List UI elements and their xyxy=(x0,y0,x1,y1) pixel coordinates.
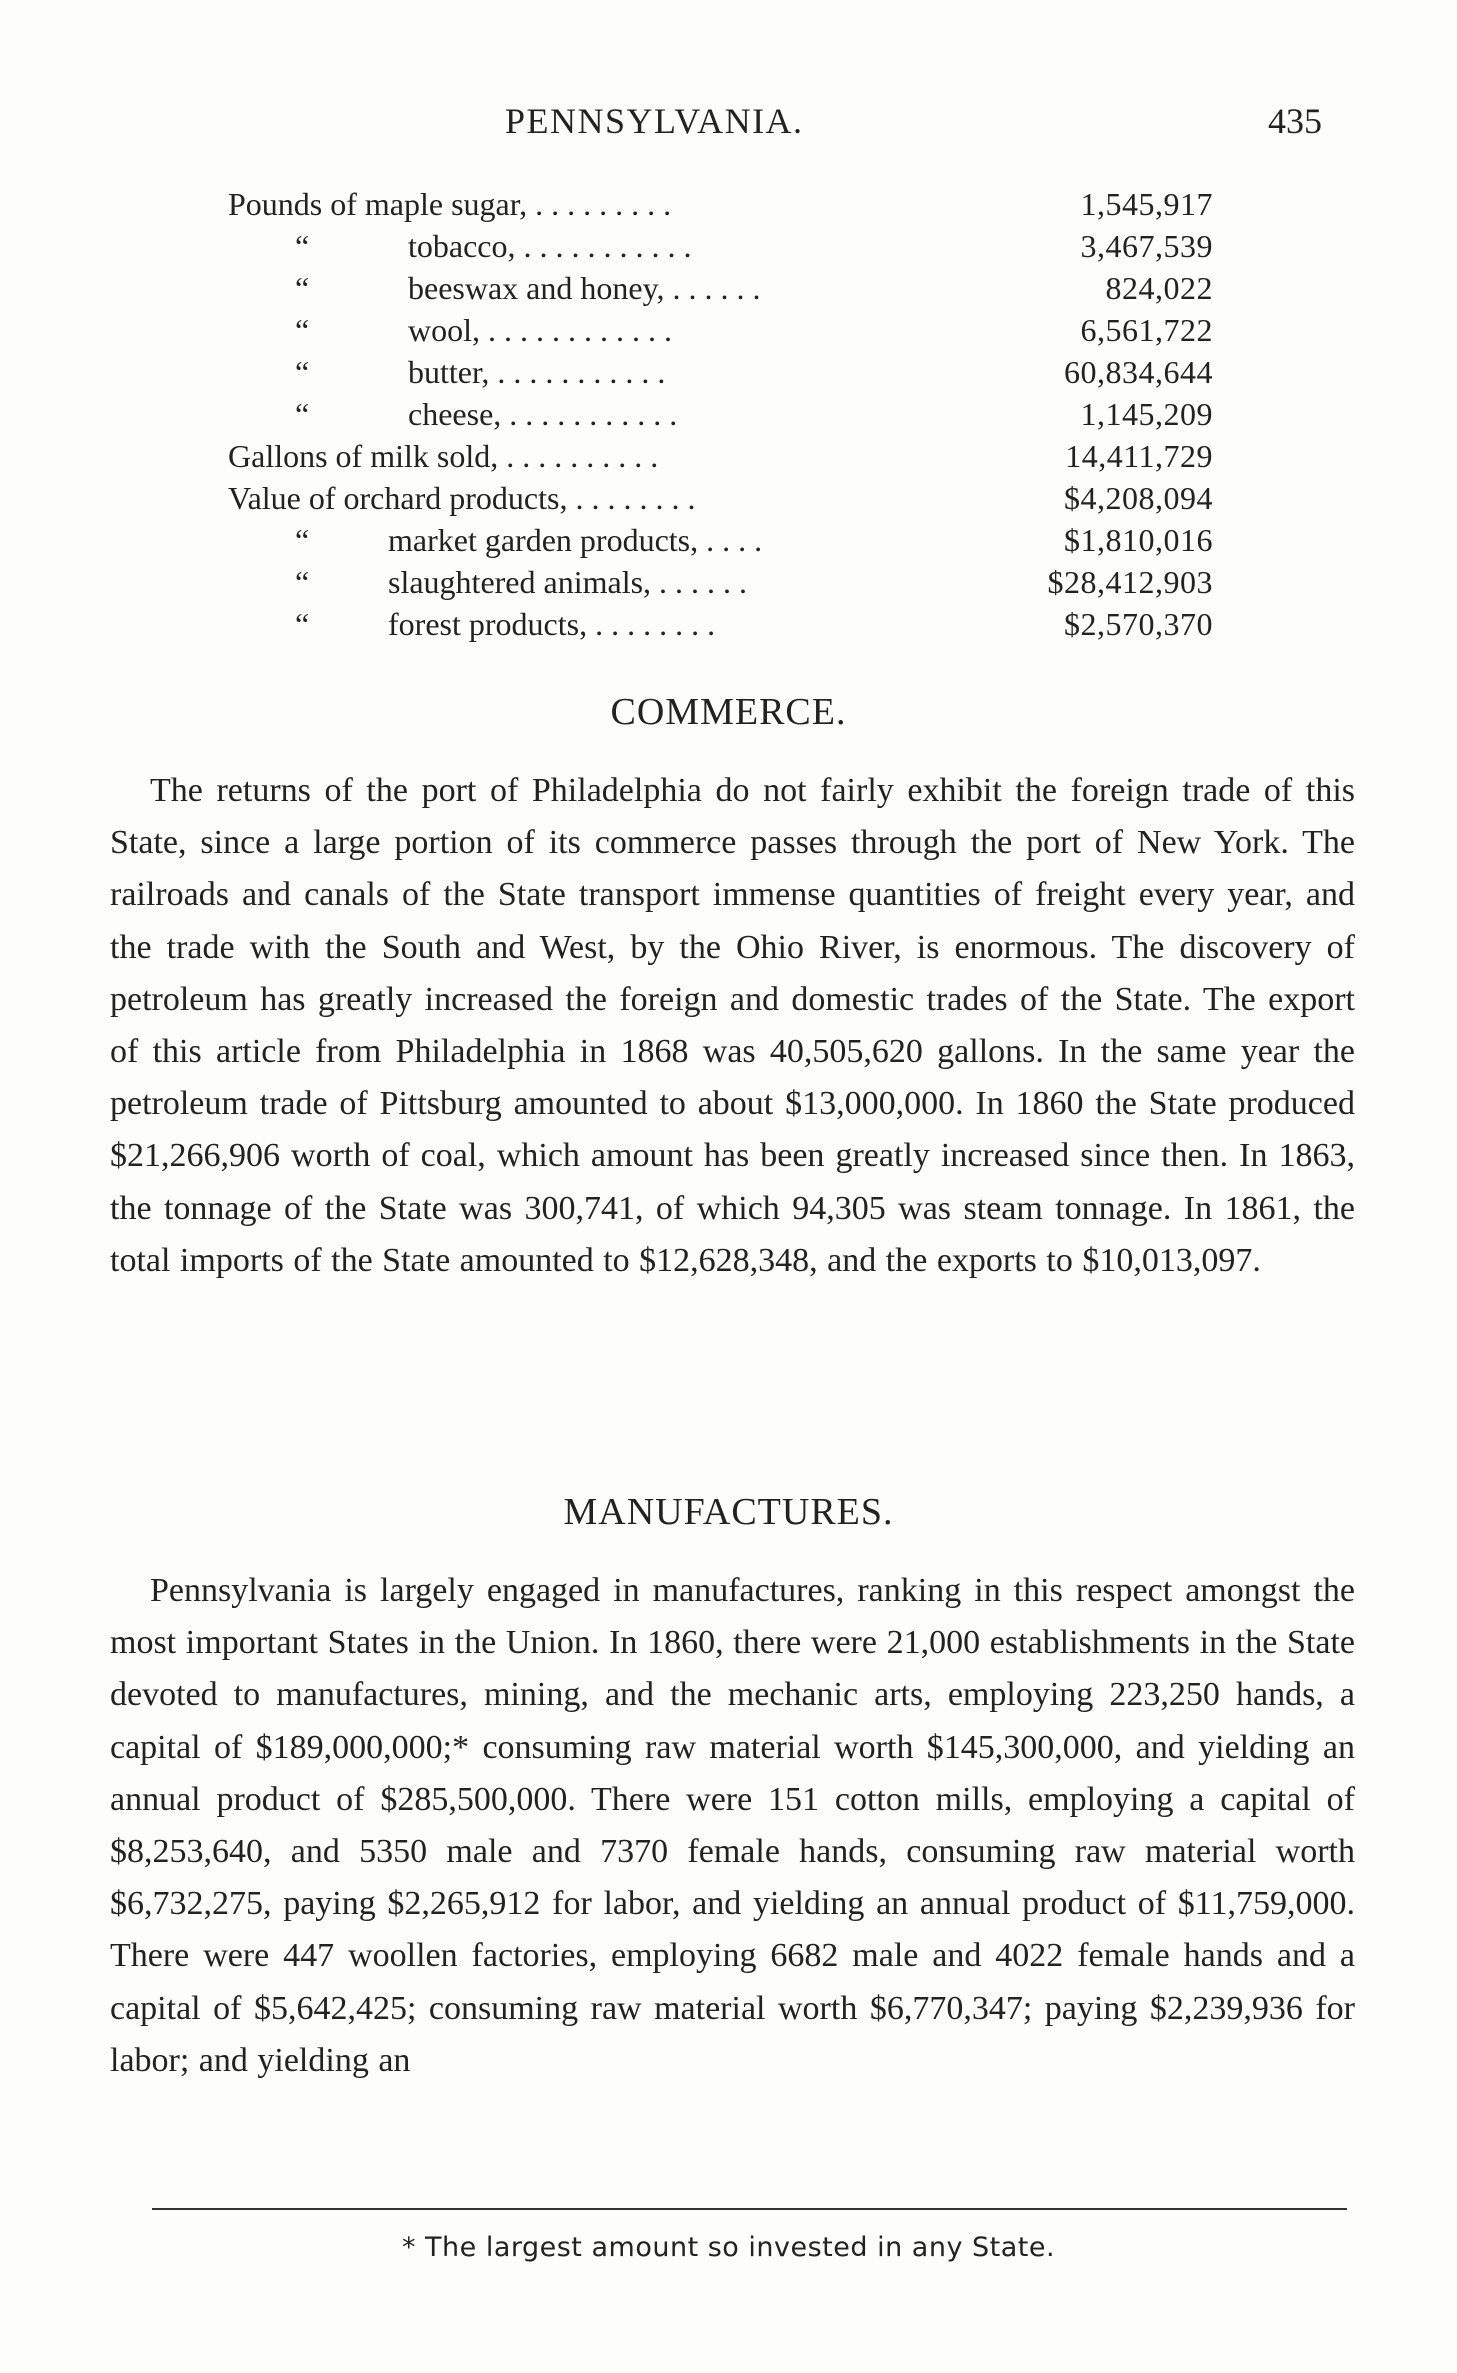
stat-value: 1,545,917 xyxy=(1080,186,1213,222)
stat-value: $28,412,903 xyxy=(1047,564,1213,600)
stat-value: 3,467,539 xyxy=(1080,228,1213,264)
stat-label: market garden products, . . . . xyxy=(388,522,763,558)
stat-label: beeswax and honey, . . . . . . xyxy=(408,270,761,306)
stat-row xyxy=(228,351,1228,393)
stat-row xyxy=(228,603,1228,645)
stat-value: 6,561,722 xyxy=(1080,312,1213,348)
stat-value: 14,411,729 xyxy=(1065,438,1213,474)
stat-value: $1,810,016 xyxy=(1064,522,1213,558)
stat-label: slaughtered animals, . . . . . . xyxy=(388,564,748,600)
ditto-mark: “ xyxy=(295,522,310,558)
footnote-rule xyxy=(152,2208,1347,2210)
paragraph-commerce: The returns of the port of Philadelphia do not fairly exhibit the foreign trade of this State, since a large portion of its commerce passes through the port of New York. The railroads and canals of the State transport immense quantities of freight every year, and the trade with the South and West, by the Ohio River, is enormous. The discovery of petroleum has greatly increased the foreign and domestic trades of the State. The export of this article from Philadelphia in 1868 was 40,505,620 gallons. In the same year the petroleum trade of Pittsburg amounted to about $13,000,000. In 1860 the State produced $21,266,906 worth of coal, which amount has been greatly increased since then. In 1863, the tonnage of the State was 300,741, of which 94,305 was steam tonnage. In 1861, the total imports of the State amounted to $12,628,348, and the exports to $10,013,097. xyxy=(110,772,1355,1279)
stat-row xyxy=(228,519,1228,561)
ditto-mark: “ xyxy=(295,354,310,390)
running-head xyxy=(0,100,1457,150)
footnote: * The largest amount so invested in any State. xyxy=(401,2232,1056,2263)
page-number: 435 xyxy=(1268,101,1322,141)
stat-row xyxy=(228,393,1228,435)
stat-label: Value of orchard products, . . . . . . . . xyxy=(228,480,696,516)
section-heading-manufactures: MANUFACTURES. xyxy=(563,1491,894,1533)
section-heading-commerce: COMMERCE. xyxy=(610,691,847,733)
running-head-title: PENNSYLVANIA. xyxy=(505,101,804,141)
stat-row xyxy=(228,561,1228,603)
ditto-mark: “ xyxy=(295,270,310,306)
stat-row xyxy=(228,267,1228,309)
paragraph-manufactures: Pennsylvania is largely engaged in manufactures, ranking in this respect amongst the most important States in the Union. In 1860, there were 21,000 establishments in the State devoted to manufactures, mining, and the mechanic arts, employing 223,250 hands, a capital of $189,000,000;* consuming raw material worth $145,300,000, and yielding an annual product of $285,500,000. There were 151 cotton mills, employing a capital of $8,253,640, and 5350 male and 7370 female hands, consuming raw material worth $6,732,275, paying $2,265,912 for labor, and yielding an annual product of $11,759,000. There were 447 woollen factories, employing 6682 male and 4022 female hands and a capital of $5,642,425; consuming raw material worth $6,770,347; paying $2,239,936 for labor; and yielding an xyxy=(110,1572,1355,2079)
stat-label: forest products, . . . . . . . . xyxy=(388,606,716,642)
stat-label: Pounds of maple sugar, . . . . . . . . . xyxy=(228,186,672,222)
stat-label: Gallons of milk sold, . . . . . . . . . . xyxy=(228,438,659,474)
stat-row xyxy=(228,183,1228,225)
stat-label: wool, . . . . . . . . . . . . xyxy=(408,312,672,348)
ditto-mark: “ xyxy=(295,606,310,642)
stat-label: tobacco, . . . . . . . . . . . xyxy=(408,228,692,264)
stat-value: $2,570,370 xyxy=(1064,606,1213,642)
ditto-mark: “ xyxy=(295,228,310,264)
stat-row xyxy=(228,309,1228,351)
stat-value: 60,834,644 xyxy=(1064,354,1213,390)
stat-value: $4,208,094 xyxy=(1064,480,1213,516)
ditto-mark: “ xyxy=(295,396,310,432)
ditto-mark: “ xyxy=(295,564,310,600)
stat-row xyxy=(228,225,1228,267)
stat-row xyxy=(228,477,1228,519)
stat-row xyxy=(228,435,1228,477)
stat-value: 1,145,209 xyxy=(1080,396,1213,432)
stat-label: butter, . . . . . . . . . . . xyxy=(408,354,666,390)
ditto-mark: “ xyxy=(295,312,310,348)
stat-value: 824,022 xyxy=(1105,270,1213,306)
stat-label: cheese, . . . . . . . . . . . xyxy=(408,396,678,432)
statistics-table xyxy=(228,183,1228,645)
